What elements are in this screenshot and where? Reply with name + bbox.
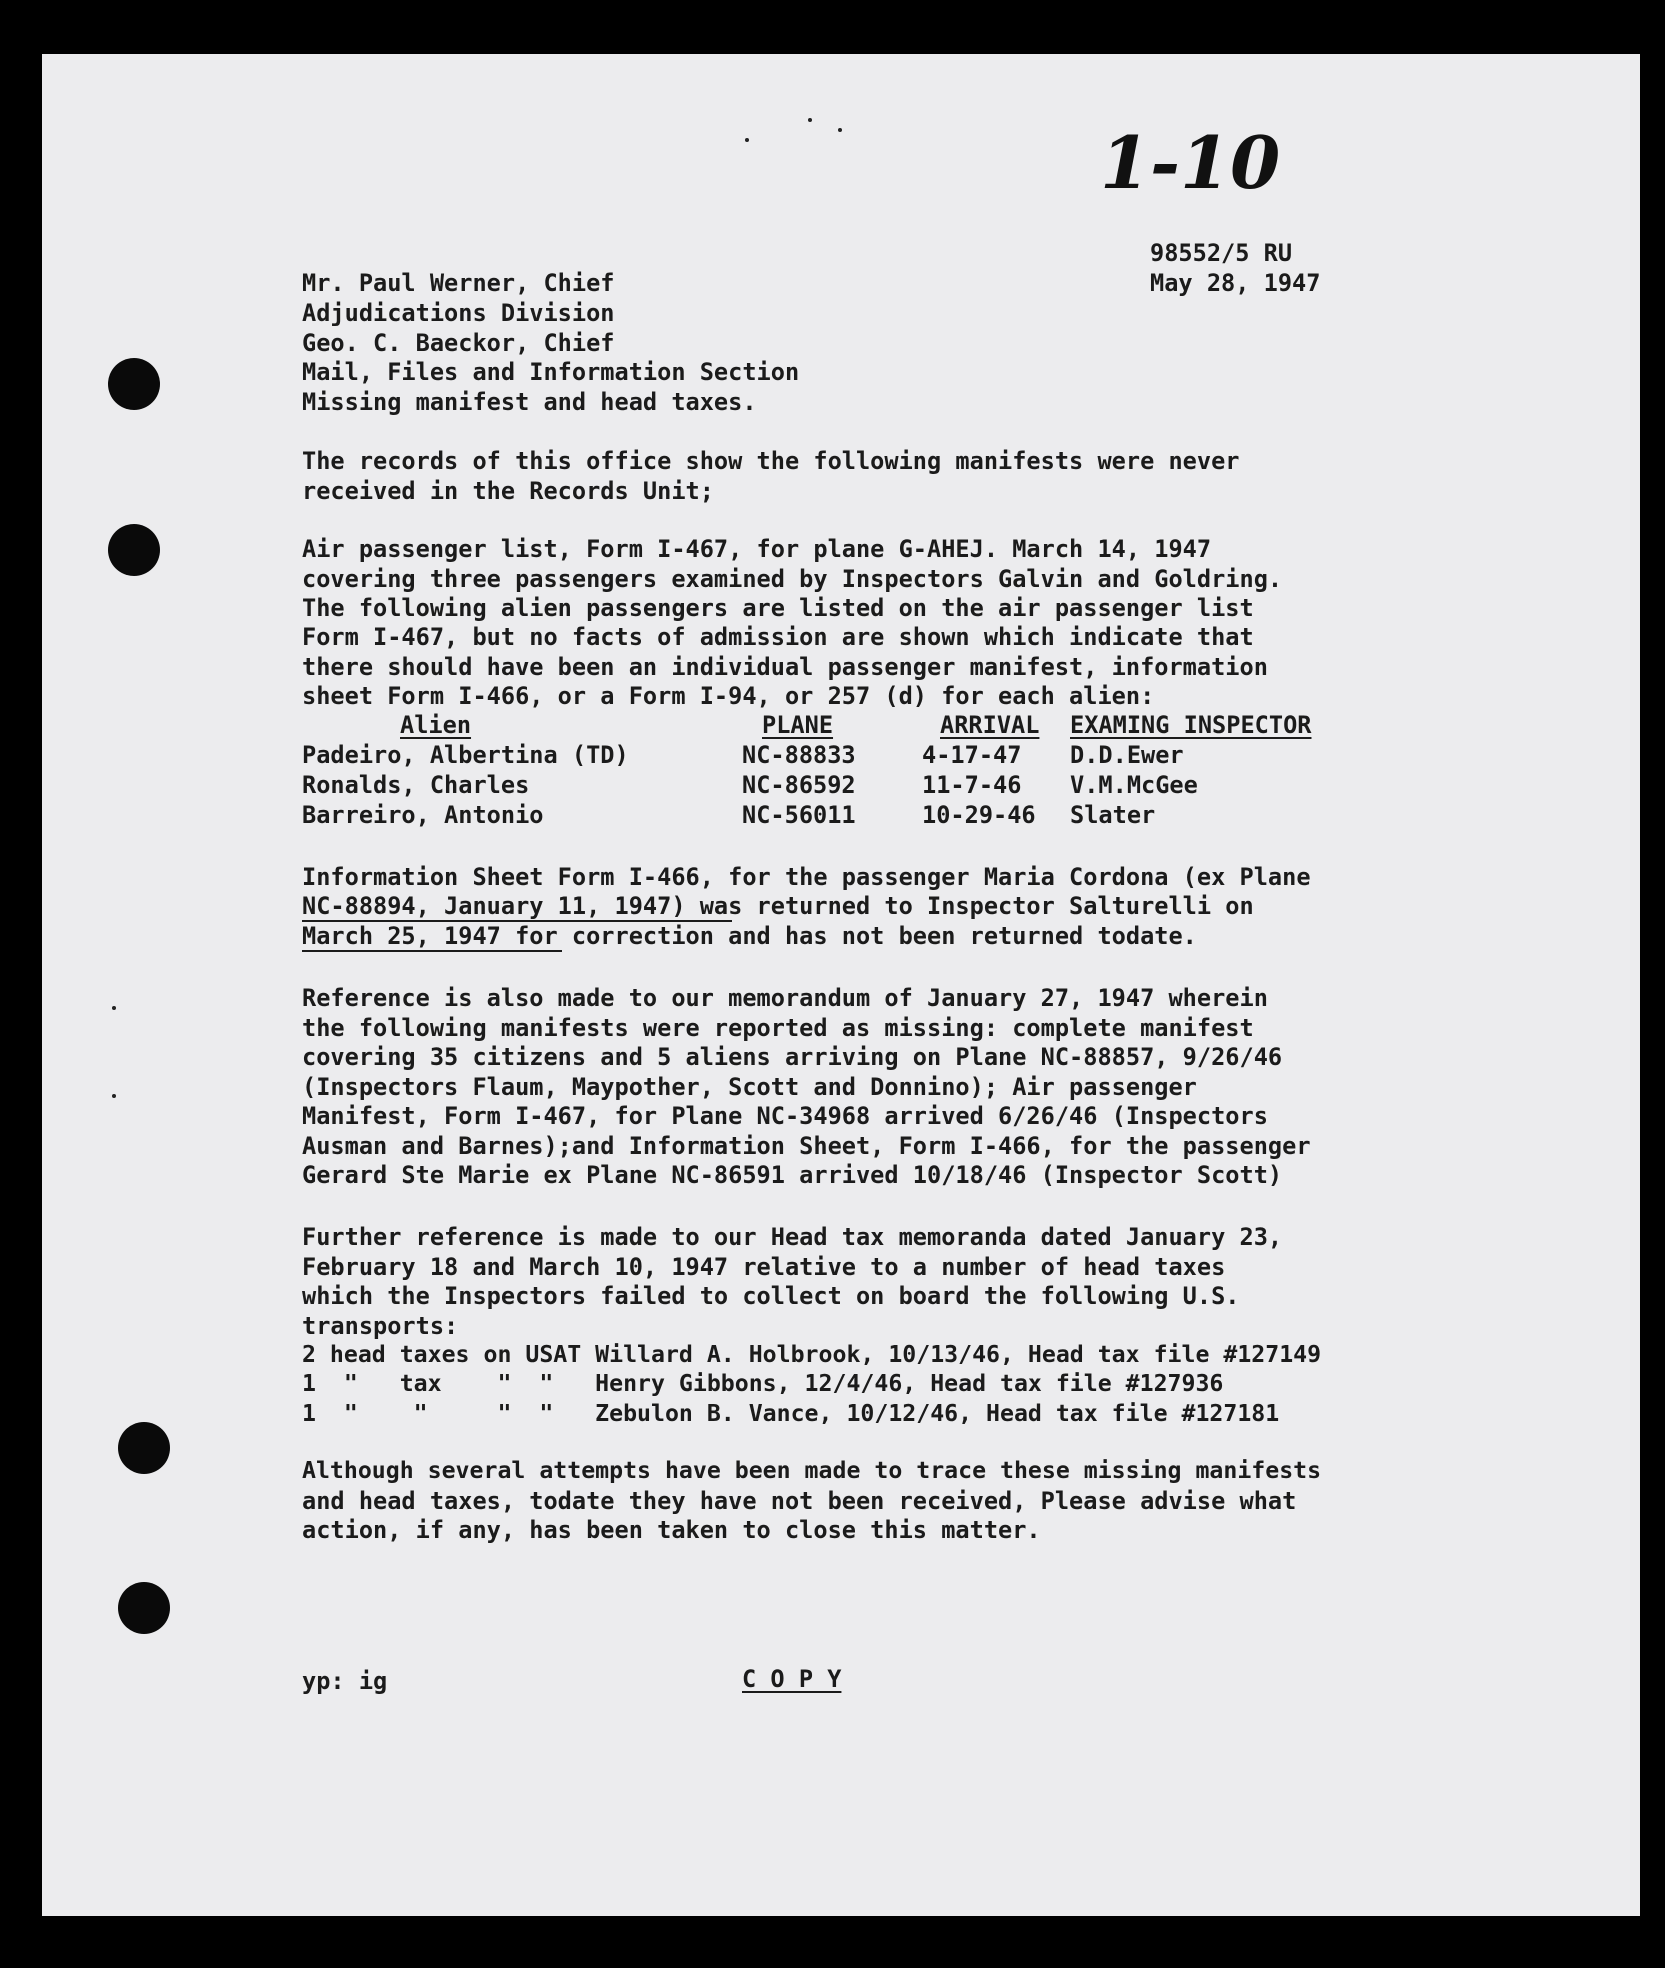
para-line: NC-88894, January 11, 1947) was returned to Inspector Salturelli on xyxy=(302,892,1254,920)
punch-hole xyxy=(108,524,160,576)
para-line: Air passenger list, Form I-467, for plane G-AHEJ. March 14, 1947 xyxy=(302,535,1212,563)
speck xyxy=(112,1094,116,1098)
para-line: the following manifests were reported as missing: complete manifest xyxy=(302,1014,1254,1042)
copy-stamp: C O P Y xyxy=(742,1665,842,1693)
handwritten-mark: 1-10 xyxy=(1100,120,1281,205)
tax-line: 1 " " " " Zebulon B. Vance, 10/12/46, Head tax file #127181 xyxy=(302,1400,1280,1427)
table-cell: Ronalds, Charles xyxy=(302,771,530,799)
table-cell: Padeiro, Albertina (TD) xyxy=(302,741,629,769)
para-line: (Inspectors Flaum, Maypother, Scott and Donnino); Air passenger xyxy=(302,1073,1197,1101)
speck xyxy=(745,138,749,142)
punch-hole xyxy=(108,358,160,410)
tax-line: 1 " tax " " Henry Gibbons, 12/4/46, Head tax file #127936 xyxy=(302,1370,1224,1397)
para-line: Further reference is made to our Head tax memoranda dated January 23, xyxy=(302,1223,1283,1251)
table-header-plane: PLANE xyxy=(762,711,834,739)
table-header-alien: Alien xyxy=(400,711,472,739)
para-line: transports: xyxy=(302,1312,459,1340)
punch-hole xyxy=(118,1582,170,1634)
typist-initials: yp: ig xyxy=(302,1667,388,1695)
para-line: action, if any, has been taken to close this matter. xyxy=(302,1516,1041,1544)
para-line: February 18 and March 10, 1947 relative to a number of head taxes xyxy=(302,1253,1226,1281)
para-line: Manifest, Form I-467, for Plane NC-34968 arrived 6/26/46 (Inspectors xyxy=(302,1102,1268,1130)
table-header-inspector: EXAMING INSPECTOR xyxy=(1070,711,1312,739)
table-cell: V.M.McGee xyxy=(1070,771,1198,799)
para-line: Form I-467, but no facts of admission are shown which indicate that xyxy=(302,623,1254,651)
para-line: received in the Records Unit; xyxy=(302,477,714,505)
para-line: Ausman and Barnes);and Information Sheet, Form I-466, for the passenger xyxy=(302,1132,1311,1160)
speck xyxy=(112,1006,116,1010)
para-line: Information Sheet Form I-466, for the passenger Maria Cordona (ex Plane xyxy=(302,863,1311,891)
to-line: Geo. C. Baeckor, Chief xyxy=(302,329,615,357)
speck xyxy=(838,128,842,132)
speck xyxy=(808,118,812,122)
para-line: which the Inspectors failed to collect on board the following U.S. xyxy=(302,1282,1240,1310)
para-line: Although several attempts have been made to trace these missing manifests xyxy=(302,1457,1322,1484)
para-line: covering three passengers examined by Inspectors Galvin and Goldring. xyxy=(302,565,1283,593)
table-cell: D.D.Ewer xyxy=(1070,741,1184,769)
para-line: and head taxes, todate they have not been received, Please advise what xyxy=(302,1487,1297,1515)
punch-hole xyxy=(118,1422,170,1474)
para-line: Reference is also made to our memorandum of January 27, 1947 wherein xyxy=(302,984,1268,1012)
underline-mark xyxy=(302,920,732,922)
table-cell: NC-88833 xyxy=(742,741,856,769)
para-line: The records of this office show the following manifests were never xyxy=(302,447,1240,475)
para-line: sheet Form I-466, or a Form I-94, or 257 (d) for each alien: xyxy=(302,682,1155,710)
table-cell: 11-7-46 xyxy=(922,771,1022,799)
tax-line: 2 head taxes on USAT Willard A. Holbrook, 10/13/46, Head tax file #127149 xyxy=(302,1341,1322,1368)
para-line: The following alien passengers are listed on the air passenger list xyxy=(302,594,1254,622)
table-cell: 10-29-46 xyxy=(922,801,1036,829)
table-cell: 4-17-47 xyxy=(922,741,1022,769)
file-reference: 98552/5 RU xyxy=(1150,239,1293,267)
table-cell: NC-56011 xyxy=(742,801,856,829)
subject-line: Missing manifest and head taxes. xyxy=(302,388,757,416)
letter-date: May 28, 1947 xyxy=(1150,269,1321,297)
to-line: Adjudications Division xyxy=(302,299,615,327)
para-line: covering 35 citizens and 5 aliens arriving on Plane NC-88857, 9/26/46 xyxy=(302,1043,1283,1071)
table-header-arrival: ARRIVAL xyxy=(940,711,1040,739)
to-line: Mr. Paul Werner, Chief xyxy=(302,269,615,297)
table-cell: Barreiro, Antonio xyxy=(302,801,544,829)
underline-mark xyxy=(302,950,562,952)
table-cell: Slater xyxy=(1070,801,1156,829)
para-line: Gerard Ste Marie ex Plane NC-86591 arrived 10/18/46 (Inspector Scott) xyxy=(302,1161,1283,1189)
table-cell: NC-86592 xyxy=(742,771,856,799)
para-line: March 25, 1947 for correction and has not been returned todate. xyxy=(302,922,1197,950)
para-line: there should have been an individual passenger manifest, information xyxy=(302,653,1268,681)
to-line: Mail, Files and Information Section xyxy=(302,358,800,386)
